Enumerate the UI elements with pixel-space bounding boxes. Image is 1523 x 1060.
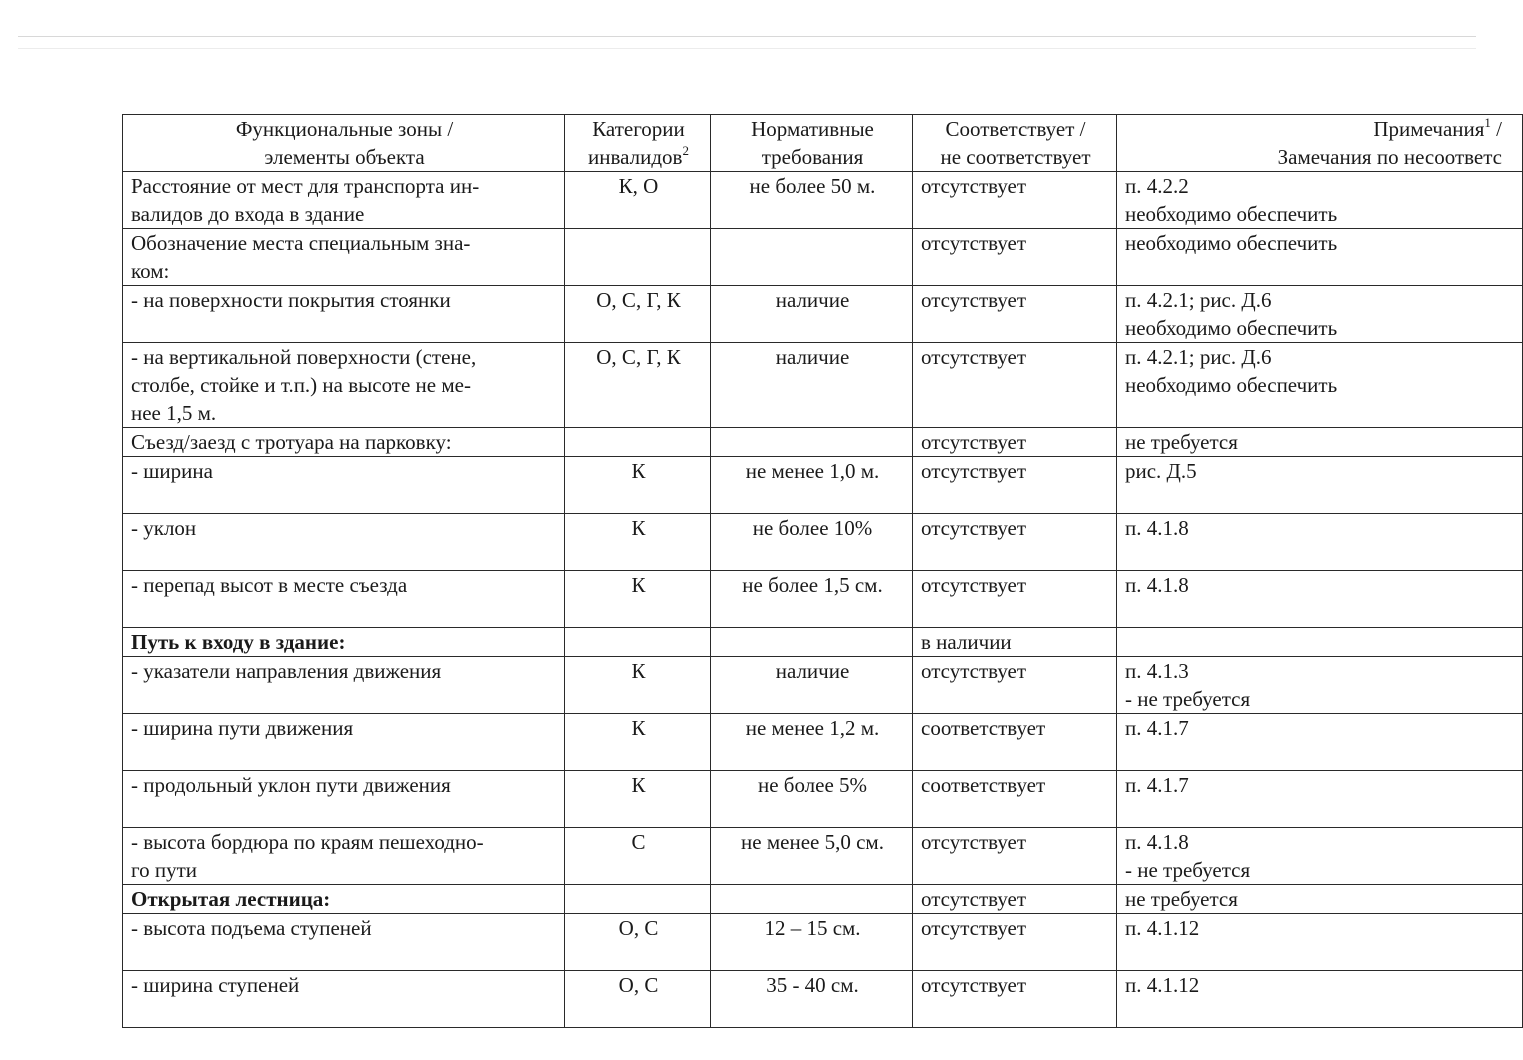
requirement-cell: 12 – 15 см. [711, 914, 913, 971]
requirement-cell: не более 50 м. [711, 172, 913, 229]
category-cell: О, С, Г, К [565, 343, 711, 428]
footnote-marker-1: 1 [1484, 115, 1491, 130]
category-cell: К [565, 571, 711, 628]
category-cell: К [565, 714, 711, 771]
requirement-cell: не менее 1,2 м. [711, 714, 913, 771]
table-row [123, 714, 1523, 771]
note-cell: п. 4.1.12 [1117, 914, 1523, 971]
note-cell: п. 4.2.1; рис. Д.6 необходимо обеспечить [1117, 286, 1523, 343]
zone-cell: - высота бордюра по краям пешеходно- го пути [123, 828, 565, 885]
requirement-cell [711, 428, 913, 457]
table-row [123, 771, 1523, 828]
category-cell: К, О [565, 172, 711, 229]
table-row [123, 885, 1523, 914]
zone-cell: - ширина пути движения [123, 714, 565, 771]
zone-cell: - ширина ступеней [123, 971, 565, 1028]
scan-edge-line-faint [18, 48, 1476, 49]
scan-edge-line [18, 36, 1476, 37]
accessibility-requirements-table [122, 114, 1523, 1028]
status-cell: отсутствует [913, 885, 1117, 914]
table-row [123, 571, 1523, 628]
requirement-cell: 35 - 40 см. [711, 971, 913, 1028]
status-cell: отсутствует [913, 657, 1117, 714]
note-cell: необходимо обеспечить [1117, 229, 1523, 286]
requirement-cell: не более 1,5 см. [711, 571, 913, 628]
note-cell: не требуется [1117, 428, 1523, 457]
header-compliance: Соответствует / не соответствует [913, 115, 1117, 172]
zone-cell: - на вертикальной поверхности (стене, столбе, стойке и т.п.) на высоте не ме- нее 1,5 м. [123, 343, 565, 428]
table-row [123, 828, 1523, 885]
zone-cell: Съезд/заезд с тротуара на парковку: [123, 428, 565, 457]
requirement-cell: не менее 1,0 м. [711, 457, 913, 514]
note-cell: п. 4.1.8 - не требуется [1117, 828, 1523, 885]
requirement-cell [711, 229, 913, 286]
table-row [123, 428, 1523, 457]
requirement-cell: не менее 5,0 см. [711, 828, 913, 885]
note-cell: п. 4.1.3 - не требуется [1117, 657, 1523, 714]
table-row [123, 343, 1523, 428]
category-cell: К [565, 657, 711, 714]
status-cell: соответствует [913, 714, 1117, 771]
header-functional-zones: Функциональные зоны / элементы объекта [123, 115, 565, 172]
status-cell: отсутствует [913, 229, 1117, 286]
section-heading-cell: Открытая лестница: [123, 885, 565, 914]
status-cell: отсутствует [913, 514, 1117, 571]
requirement-cell: наличие [711, 343, 913, 428]
zone-cell: Расстояние от мест для транспорта ин- валидов до входа в здание [123, 172, 565, 229]
note-cell [1117, 628, 1523, 657]
note-cell: рис. Д.5 [1117, 457, 1523, 514]
status-cell: отсутствует [913, 971, 1117, 1028]
status-cell: отсутствует [913, 343, 1117, 428]
category-cell [565, 885, 711, 914]
requirement-cell: наличие [711, 657, 913, 714]
footnote-marker-2: 2 [682, 143, 689, 158]
zone-cell: - перепад высот в месте съезда [123, 571, 565, 628]
requirement-cell: наличие [711, 286, 913, 343]
note-cell: п. 4.2.1; рис. Д.6 необходимо обеспечить [1117, 343, 1523, 428]
table-row [123, 514, 1523, 571]
zone-cell: - ширина [123, 457, 565, 514]
table-row [123, 172, 1523, 229]
status-cell: отсутствует [913, 286, 1117, 343]
requirement-cell: не более 10% [711, 514, 913, 571]
table-header-row [123, 115, 1523, 172]
zone-cell: Обозначение места специальным зна- ком: [123, 229, 565, 286]
requirement-cell [711, 885, 913, 914]
table-row [123, 971, 1523, 1028]
status-cell: соответствует [913, 771, 1117, 828]
zone-cell: - уклон [123, 514, 565, 571]
note-cell: не требуется [1117, 885, 1523, 914]
table-row [123, 286, 1523, 343]
zone-cell: - продольный уклон пути движения [123, 771, 565, 828]
note-cell: п. 4.1.8 [1117, 514, 1523, 571]
status-cell: отсутствует [913, 828, 1117, 885]
category-cell: О, С, Г, К [565, 286, 711, 343]
table-row [123, 457, 1523, 514]
note-cell: п. 4.1.8 [1117, 571, 1523, 628]
note-cell: п. 4.1.7 [1117, 714, 1523, 771]
section-heading-cell: Путь к входу в здание: [123, 628, 565, 657]
accessibility-table-container [122, 114, 1502, 1044]
requirement-cell [711, 628, 913, 657]
category-cell: К [565, 514, 711, 571]
category-cell: К [565, 457, 711, 514]
category-cell [565, 628, 711, 657]
table-row [123, 914, 1523, 971]
category-cell [565, 428, 711, 457]
note-cell: п. 4.1.7 [1117, 771, 1523, 828]
header-notes: Примечания$^1$ / Замечания по несоответс [1117, 115, 1523, 172]
category-cell: О, С [565, 914, 711, 971]
status-cell: отсутствует [913, 457, 1117, 514]
table-row [123, 229, 1523, 286]
note-cell: п. 4.1.12 [1117, 971, 1523, 1028]
status-cell: отсутствует [913, 428, 1117, 457]
category-cell: О, С [565, 971, 711, 1028]
status-cell: в наличии [913, 628, 1117, 657]
table-row [123, 628, 1523, 657]
header-disability-categories: Категории инвалидов$^2$ [565, 115, 711, 172]
zone-cell: - указатели направления движения [123, 657, 565, 714]
status-cell: отсутствует [913, 172, 1117, 229]
note-cell: п. 4.2.2 необходимо обеспечить [1117, 172, 1523, 229]
header-normative-requirements: Нормативные требования [711, 115, 913, 172]
category-cell: К [565, 771, 711, 828]
table-row [123, 657, 1523, 714]
zone-cell: - высота подъема ступеней [123, 914, 565, 971]
category-cell: С [565, 828, 711, 885]
category-cell [565, 229, 711, 286]
status-cell: отсутствует [913, 571, 1117, 628]
status-cell: отсутствует [913, 914, 1117, 971]
requirement-cell: не более 5% [711, 771, 913, 828]
zone-cell: - на поверхности покрытия стоянки [123, 286, 565, 343]
